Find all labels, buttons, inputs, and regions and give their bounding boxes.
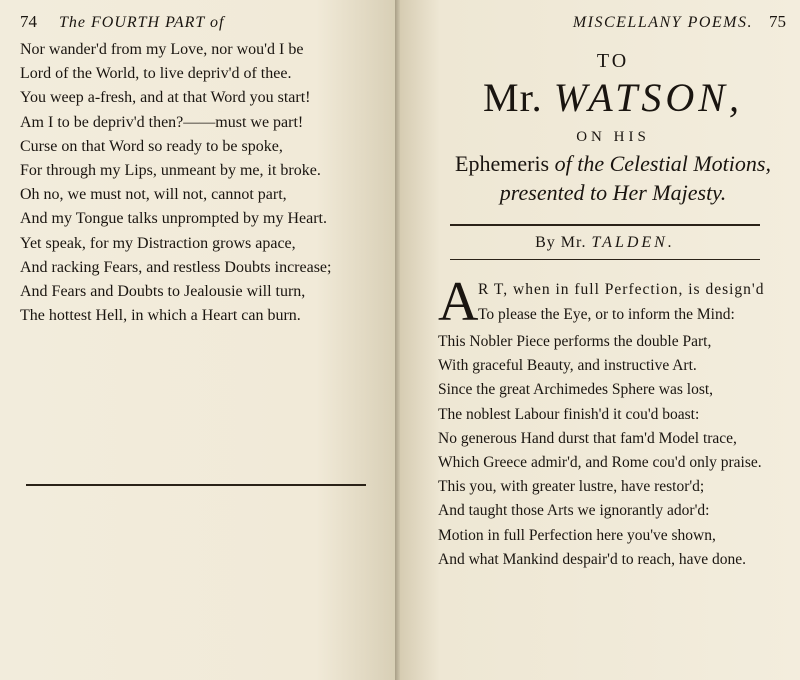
heading-name-prefix: Mr.: [483, 75, 543, 120]
drop-cap: A: [438, 271, 479, 333]
poem-line: Yet speak, for my Distraction grows apace,: [20, 234, 296, 252]
poem-line: Lord of the World, to live depriv'd of thee.: [20, 65, 292, 83]
poem-line: For through my Lips, unmeant by me, it broke.: [20, 162, 321, 180]
heading-name: [440, 74, 786, 122]
section-divider-rule: [26, 484, 366, 486]
poem-line: And taught those Arts we ignorantly ador'd:: [438, 502, 710, 520]
heading-on-his: ON HIS: [576, 129, 650, 145]
poem-line: With graceful Beauty, and instructive Art.: [438, 357, 697, 375]
heading-subtitle-line2: presented to Her Majesty.: [499, 180, 727, 205]
poem-line: And Fears and Doubts to Jealousie will turn,: [20, 283, 306, 301]
poem-line: Which Greece admir'd, and Rome cou'd only praise.: [438, 454, 762, 472]
right-running-head: [440, 12, 786, 38]
byline-top-rule: [450, 224, 760, 259]
right-page: [400, 0, 800, 680]
poem-line: And racking Fears, and restless Doubts increase;: [20, 258, 332, 276]
right-running-title: MISCELLANY POEMS.: [572, 14, 753, 31]
poem-line: Since the great Archimedes Sphere was lost,: [438, 381, 714, 399]
poem-line: The hottest Hell, in which a Heart can burn.: [20, 307, 301, 325]
left-running-title: The FOURTH PART of: [59, 14, 225, 31]
poem-line: To please the Eye, or to inform the Mind:: [478, 306, 735, 323]
poem-line: Curse on that Word so ready to be spoke,: [20, 137, 283, 155]
heading-subtitle: [440, 150, 786, 178]
left-running-head: [20, 12, 375, 38]
right-poem: [438, 271, 786, 572]
poem-line: Oh no, we must not, will not, cannot part,: [20, 186, 287, 204]
poem-line: The noblest Labour finish'd it cou'd boast:: [438, 405, 700, 423]
left-poem: [20, 38, 375, 328]
poem-line: This you, with greater lustre, have restor'd;: [438, 478, 705, 496]
subtitle-roman: Ephemeris: [455, 151, 550, 176]
poem-line: Nor wander'd from my Love, nor wou'd I be: [20, 41, 304, 58]
byline-bottom-rule: [450, 259, 760, 260]
byline-author: TALDEN.: [591, 234, 675, 251]
byline: [450, 226, 760, 259]
byline-prefix: By Mr.: [535, 234, 587, 251]
left-page: [0, 0, 395, 680]
poem-line: No generous Hand durst that fam'd Model trace,: [438, 429, 737, 447]
heading-surname: WATSON,: [553, 75, 743, 120]
poem-line: Am I to be depriv'd then?——must we part!: [20, 113, 304, 131]
poem-line: Motion in full Perfection here you've shown,: [438, 526, 716, 544]
opening-lines: [438, 271, 786, 333]
poem-line: And my Tongue talks unprompted by my Heart.: [20, 210, 327, 228]
heading-to: TO: [596, 50, 630, 72]
poem-line: And what Mankind despair'd to reach, have done.: [438, 550, 746, 568]
subtitle-italic: of the Celestial Motions,: [554, 151, 771, 176]
poem-line: You weep a-fresh, and at that Word you start!: [20, 89, 311, 107]
poem-line: R T, when in full Perfection, is design'd: [478, 281, 765, 298]
poem-heading: [440, 48, 786, 208]
right-page-number: 75: [769, 12, 786, 31]
left-page-number: 74: [20, 12, 37, 31]
poem-line: This Nobler Piece performs the double Part,: [438, 333, 712, 350]
